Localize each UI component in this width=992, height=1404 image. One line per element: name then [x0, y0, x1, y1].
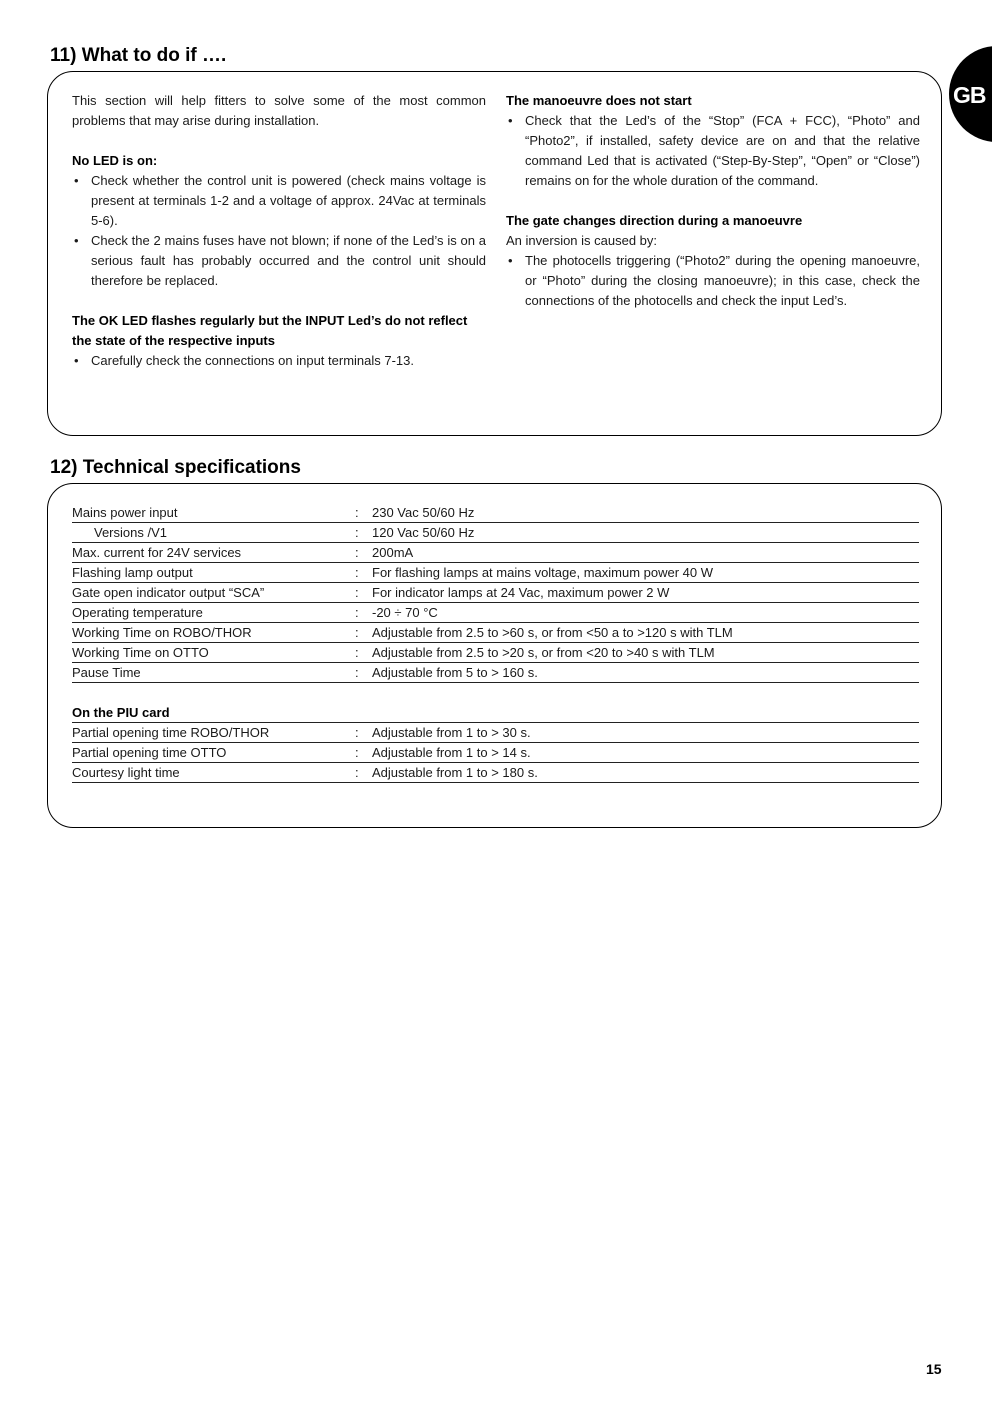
spec-row — [72, 583, 919, 603]
intro-text: This section will help fitters to solve some of the most common problems that may arise during installation. — [72, 93, 486, 128]
spec-value: Adjustable from 1 to > 14 s. — [372, 745, 531, 760]
solution-item: • Carefully check the connections on input terminals 7-13. — [72, 351, 486, 371]
solution-list — [72, 351, 486, 371]
spec-row — [72, 663, 919, 683]
spec-label: Max. current for 24V services — [72, 545, 242, 560]
page-number: 15 — [926, 1361, 942, 1377]
left-column — [72, 91, 486, 371]
spec-separator: : — [355, 505, 359, 520]
spec-value: For indicator lamps at 24 Vac, maximum power 2 W — [372, 585, 670, 600]
problem-heading: No LED is on: — [72, 153, 158, 168]
spec-value: 120 Vac 50/60 Hz — [372, 525, 475, 540]
spec-separator: : — [355, 645, 359, 660]
problem-heading: The manoeuvre does not start — [506, 93, 692, 108]
spec-row — [72, 603, 919, 623]
spec-label: Working Time on ROBO/THOR — [72, 625, 252, 640]
solution-item: • Check whether the control unit is powered (check mains voltage is present at terminals 1-2 and a voltage of approx. 24Vac at terminals 5-6). — [72, 171, 486, 231]
problem-heading: The OK LED flashes regularly but the INPUT Led’s do not reflect the state of the respective inputs — [72, 313, 468, 348]
language-tab: GB — [949, 46, 992, 142]
spec-value: Adjustable from 2.5 to >20 s, or from <20 to >40 s with TLM — [372, 645, 715, 660]
solution-item: • Check the 2 mains fuses have not blown; if none of the Led’s is on a serious fault has probably occurred and the control unit should therefore be replaced. — [72, 231, 486, 291]
spec-label: Courtesy light time — [72, 765, 180, 780]
spec-label: Mains power input — [72, 505, 178, 520]
spec-row — [72, 503, 919, 523]
section-12-title: 12) Technical specifications — [50, 457, 301, 478]
spec-row — [72, 763, 919, 783]
piu-card-heading: On the PIU card — [72, 703, 919, 723]
spec-label: Partial opening time ROBO/THOR — [72, 725, 270, 740]
spec-label: Working Time on OTTO — [72, 645, 209, 660]
problem-intro: An inversion is caused by: — [506, 233, 658, 248]
spec-value: 230 Vac 50/60 Hz — [372, 505, 475, 520]
solution-list — [506, 111, 920, 191]
spec-separator: : — [355, 525, 359, 540]
specs-table — [72, 503, 919, 783]
spec-row — [72, 523, 919, 543]
spec-separator: : — [355, 605, 359, 620]
spec-row — [72, 743, 919, 763]
solution-item: • Check that the Led’s of the “Stop” (FCA + FCC), “Photo” and “Photo2”, if installed, safety device are on and that the relative command Led that is activated (“Step-By-Step”, “Open” or “Close”) remains on for the whole duration of the command. — [506, 111, 920, 191]
spec-value: -20 ÷ 70 °C — [372, 605, 438, 620]
spec-row — [72, 723, 919, 743]
spec-value: Adjustable from 1 to > 180 s. — [372, 765, 538, 780]
right-column — [506, 91, 920, 311]
spec-value: Adjustable from 1 to > 30 s. — [372, 725, 531, 740]
spec-value: For flashing lamps at mains voltage, maximum power 40 W — [372, 565, 714, 580]
spec-separator: : — [355, 725, 359, 740]
solution-list — [506, 251, 920, 311]
spec-value: 200mA — [372, 545, 414, 560]
section-11-title: 11) What to do if …. — [50, 45, 227, 66]
spec-row — [72, 623, 919, 643]
spec-row — [72, 563, 919, 583]
problem-heading: The gate changes direction during a manoeuvre — [506, 213, 803, 228]
spec-row — [72, 643, 919, 663]
spec-label: Flashing lamp output — [72, 565, 193, 580]
solution-list — [72, 171, 486, 291]
spec-label: Gate open indicator output “SCA” — [72, 585, 265, 600]
spec-value: Adjustable from 2.5 to >60 s, or from <50 a to >120 s with TLM — [372, 625, 733, 640]
spec-label: Versions /V1 — [94, 525, 167, 540]
spec-label: Pause Time — [72, 665, 141, 680]
specs-box — [47, 483, 942, 828]
spec-label: Partial opening time OTTO — [72, 745, 227, 760]
spec-row — [72, 543, 919, 563]
spec-separator: : — [355, 665, 359, 680]
spec-separator: : — [355, 545, 359, 560]
spec-value: Adjustable from 5 to > 160 s. — [372, 665, 538, 680]
spec-separator: : — [355, 625, 359, 640]
spec-separator: : — [355, 745, 359, 760]
spec-separator: : — [355, 585, 359, 600]
spec-separator: : — [355, 565, 359, 580]
troubleshooting-box — [47, 71, 942, 436]
spec-label: Operating temperature — [72, 605, 203, 620]
solution-item: • The photocells triggering (“Photo2” during the opening manoeuvre, or “Photo” during the closing manoeuvre); in this case, check the connections of the photocells and check the input Led’s. — [506, 251, 920, 311]
spec-separator: : — [355, 765, 359, 780]
